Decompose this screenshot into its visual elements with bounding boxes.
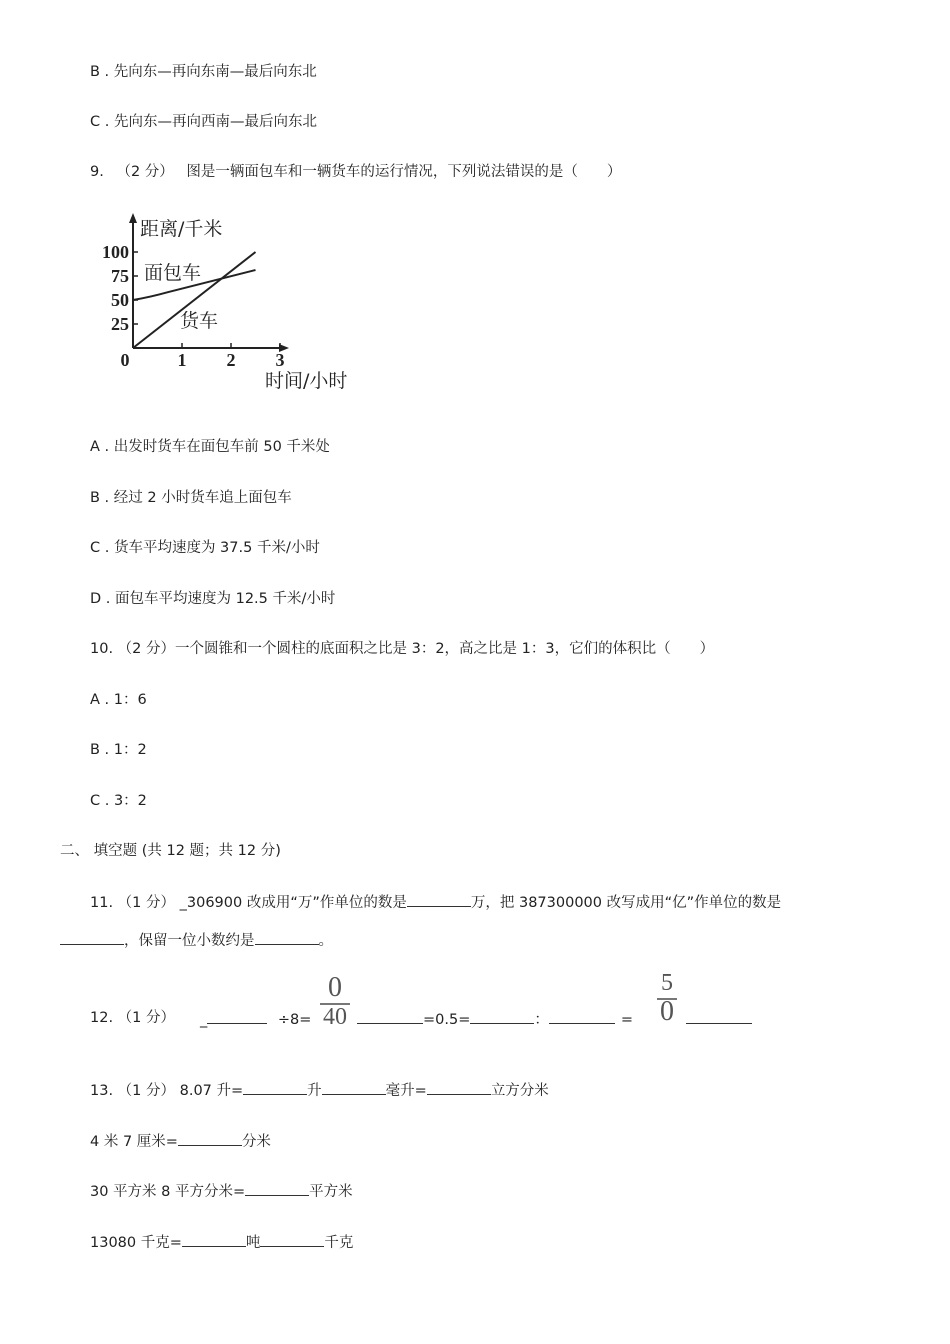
q13-text-c: 毫升= (385, 1083, 427, 1099)
q13-text-e: 4 米 7 厘米= (90, 1134, 178, 1150)
q12-fraction-2-denominator: 0 (660, 996, 674, 1027)
q12-blank-2[interactable] (357, 1008, 423, 1024)
q13-text-d: 立方分米 (490, 1083, 549, 1099)
q11-blank-1[interactable] (407, 891, 471, 907)
q12-part-2 (357, 1008, 633, 1030)
q12-blank-1[interactable] (207, 1008, 267, 1024)
q12-eq: = (620, 1012, 634, 1028)
q12-part-1: _ ÷8= (198, 1008, 311, 1030)
q13-blank-1[interactable] (243, 1079, 307, 1095)
q9-number: 9. (90, 164, 104, 180)
q10-option-b: B . 1：2 (90, 742, 147, 758)
q13-text-g: 30 平方米 8 平方分米= (90, 1184, 246, 1200)
q13-text-h: 平方米 (309, 1184, 353, 1200)
q12-blank-3[interactable] (470, 1008, 534, 1024)
q13-blank-2[interactable] (322, 1079, 386, 1095)
x-tick-label: 2 (226, 350, 236, 370)
q12-blank-4[interactable] (549, 1008, 615, 1024)
q13-line-3 (90, 1180, 353, 1202)
distance-time-chart (100, 205, 380, 400)
q12-fraction-1-numerator: 0 (328, 972, 342, 1003)
q12-eq05: =0.5= (423, 1012, 471, 1028)
q13-blank-4[interactable] (178, 1130, 242, 1146)
x-tick-label: 3 (275, 350, 285, 370)
q11-text-a: 11. （1 分） _306900 改成用“万”作单位的数是 (90, 895, 407, 911)
q10-option-c: C . 3：2 (90, 793, 147, 809)
q13-text-i: 13080 千克= (90, 1235, 182, 1251)
q13-text-a: 13. （1 分） 8.07 升= (90, 1083, 244, 1099)
q13-line-4 (90, 1231, 353, 1253)
series-label-truck: 货车 (180, 310, 219, 332)
q12-prefix: 12. （1 分） (90, 1010, 176, 1026)
x-axis-label: 时间/小时 (265, 370, 348, 392)
q9-stem: 图是一辆面包车和一辆货车的运行情况，下列说法错误的是（ ） (186, 164, 622, 180)
q10-stem: 10. （2 分）一个圆锥和一个圆柱的底面积之比是 3：2，高之比是 1：3，它们的体积比（ ） (90, 641, 715, 657)
q12-blank-5[interactable] (686, 1008, 752, 1024)
q11-blank-3[interactable] (255, 929, 319, 945)
y-tick-label: 25 (111, 314, 129, 334)
q12-colon: ： (534, 1012, 549, 1028)
y-tick-label: 100 (102, 242, 129, 262)
q13-text-j: 吨 (245, 1235, 261, 1251)
q9-option-d: D . 面包车平均速度为 12.5 千米/小时 (90, 591, 336, 607)
q11-line-2 (60, 929, 333, 951)
series-label-van: 面包车 (144, 262, 202, 284)
q13-line-1 (90, 1079, 549, 1101)
y-tick-label: 75 (111, 266, 129, 286)
q9-option-c: C . 货车平均速度为 37.5 千米/小时 (90, 540, 320, 556)
x-tick-label: 0 (120, 350, 130, 370)
q9-option-a: A . 出发时货车在面包车前 50 千米处 (90, 439, 330, 455)
q11-text-c: ，保留一位小数约是 (124, 933, 255, 949)
section-heading-fill-blank: 二、 填空题 (共 12 题；共 12 分) (60, 843, 281, 859)
q11-line-1 (90, 891, 781, 913)
q13-blank-7[interactable] (260, 1231, 324, 1247)
x-tick-label: 1 (177, 350, 187, 370)
q13-blank-6[interactable] (182, 1231, 246, 1247)
y-axis-label: 距离/千米 (140, 218, 223, 240)
q12-fraction-1-denominator: 40 (323, 1004, 347, 1030)
q13-text-b: 升 (307, 1083, 322, 1099)
q13-line-2 (90, 1130, 271, 1152)
q11-blank-2[interactable] (60, 929, 124, 945)
q13-text-k: 千克 (324, 1235, 354, 1251)
q13-blank-5[interactable] (245, 1180, 309, 1196)
q9-stem-line (90, 162, 621, 182)
q13-blank-3[interactable] (427, 1079, 491, 1095)
q8-option-c: C . 先向东—再向西南—最后向东北 (90, 114, 317, 130)
q11-text-d: 。 (318, 933, 333, 949)
y-tick-label: 50 (111, 290, 129, 310)
q12-fraction-2-numerator: 5 (661, 970, 673, 996)
q9-score: （2 分） (116, 164, 174, 180)
q8-option-b: B . 先向东—再向东南—最后向东北 (90, 64, 317, 80)
q11-text-b: 万，把 387300000 改写成用“亿”作单位的数是 (470, 895, 782, 911)
y-axis-arrow (129, 213, 137, 223)
q10-option-a: A . 1：6 (90, 692, 147, 708)
q12-div8: ÷8= (277, 1012, 312, 1028)
q9-option-b: B . 经过 2 小时货车追上面包车 (90, 490, 292, 506)
q12-part-3 (686, 1008, 752, 1030)
q13-text-f: 分米 (241, 1134, 271, 1150)
